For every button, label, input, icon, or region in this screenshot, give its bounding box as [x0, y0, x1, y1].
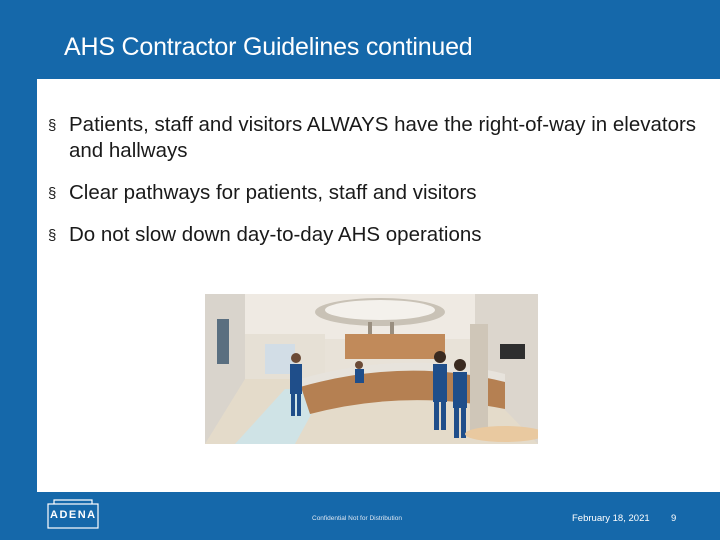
- bullet-item: [44, 112, 714, 164]
- hospital-hallway-photo: [205, 294, 538, 444]
- bullet-marker-icon: §: [48, 117, 57, 134]
- bullet-marker-icon: §: [48, 227, 57, 244]
- bullet-marker-icon: §: [48, 185, 57, 202]
- confidential-label: Confidential Not for Distribution: [312, 515, 402, 522]
- bullet-list: [44, 112, 714, 264]
- bullet-text: Do not slow down day-to-day AHS operations: [69, 223, 482, 246]
- bullet-text: Clear pathways for patients, staff and visitors: [69, 181, 477, 204]
- bullet-item: [44, 180, 714, 206]
- page-number: 9: [671, 513, 677, 524]
- bullet-text: Patients, staff and visitors ALWAYS have the right-of-way in elevators and hallways: [69, 113, 697, 162]
- footer-date: February 18, 2021: [572, 513, 650, 524]
- bullet-item: [44, 222, 714, 248]
- logo-text: ADENA: [50, 509, 97, 521]
- content-area: [37, 79, 720, 492]
- slide-title: AHS Contractor Guidelines continued: [64, 33, 473, 61]
